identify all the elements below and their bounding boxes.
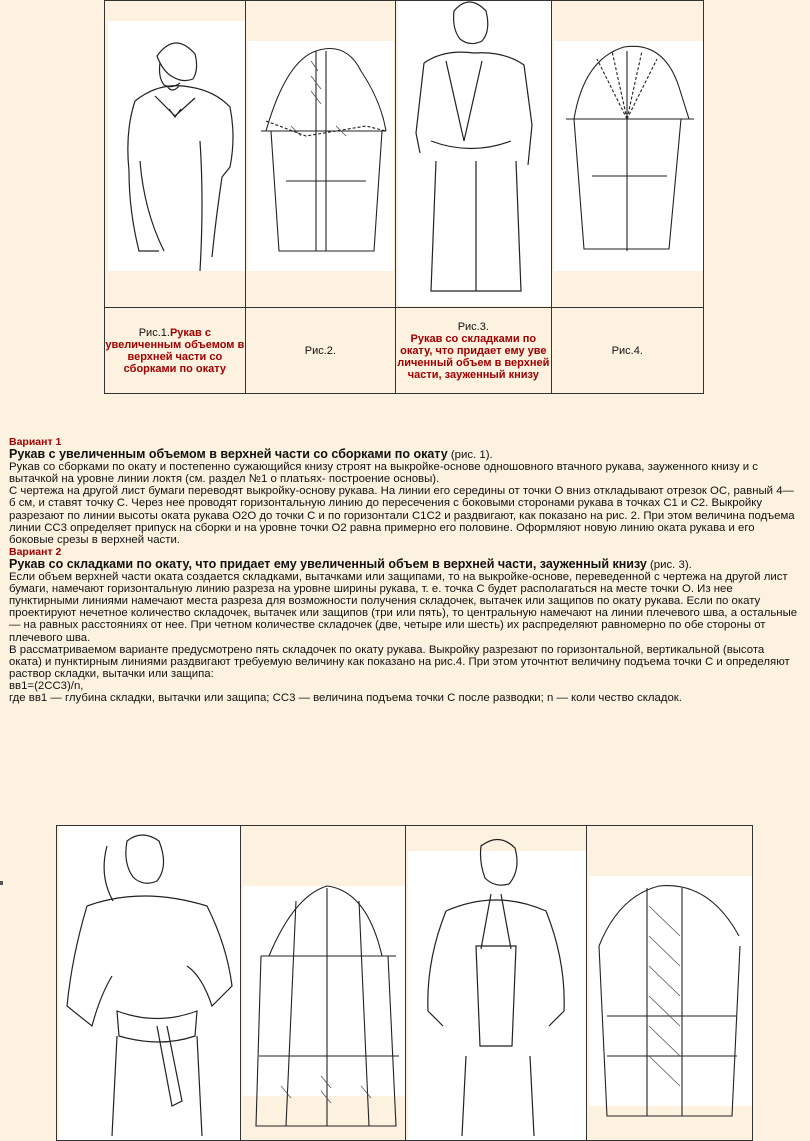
figure-7-cell [406, 826, 587, 1141]
top-figures-table [104, 0, 704, 394]
figure-1-caption-prefix: Рис.1. [138, 326, 170, 339]
sleeve-pattern-icon [246, 1, 396, 308]
bottom-figures-table [56, 825, 753, 1141]
figure-8-cell [587, 826, 753, 1141]
variant-1-title: Рукав с увеличенным объемом в верхней части со сборками по окату [9, 447, 448, 462]
article-text [9, 436, 799, 704]
figure-2-caption [245, 308, 395, 394]
figure-3-caption [396, 308, 552, 394]
variant-2-paragraph: В рассматриваемом варианте предусмотрено пять складочек по окату рукава. Выкройку разрезают по горизонтальной, вертикальной (высота оката) и пунктирным линиями раздвигают требуемую величину как показано на рис.4. При этом уточнтют величину подъема точки С и определяют раствор складки, вытачки или защипа: [9, 643, 790, 680]
side-marker [0, 881, 3, 885]
variant-2-heading [9, 558, 799, 571]
figure-2-caption-prefix: Рис.2. [304, 344, 336, 357]
figure-1-cell [105, 1, 246, 308]
variant-1-heading [9, 448, 799, 461]
figure-5-cell [57, 826, 241, 1141]
figure-4-cell [551, 1, 703, 308]
variant-2-title-suffix: (рис. 3). [646, 558, 692, 571]
figure-1-caption [105, 308, 246, 394]
sketch-woman-wide-sleeve-icon [57, 826, 240, 1141]
sketch-woman-blouse-icon [105, 1, 245, 308]
variant-1-title-suffix: (рис. 1). [447, 449, 493, 462]
sketch-woman-bow-blouse-icon [406, 826, 586, 1141]
variant-2-title: Рукав со складками по окату, что придает ему увеличенный объем в верхней части, зауженный книзу [9, 556, 647, 571]
sleeve-pattern-folds-icon [552, 1, 704, 308]
figure-3-caption-prefix: Рис.3. [457, 320, 489, 333]
figure-3-caption-text: Рукав со складками по окату, что придает ему уве личенный объем в верхней части, зауженный книзу [397, 332, 550, 381]
formula: вв1=(2СС3)/n, [9, 679, 84, 692]
sketch-woman-jacket-icon [396, 1, 551, 308]
variant-2-paragraph: Если объем верхней части оката создается складками, вытачками или защипами, то на выкройке-основе, переведенной с чертежа на другой лист бумаги, намечают горизонтальную линию разреза на уровне ширины рукава, т. е. точка С будет располагаться на месте точки О. Из нее пунктирными линиями намечают места разреза для возможности получения складочек, вытачек или защипов по окату рукава. Если по окату проектируют нечетное количество складочек, вытачек или защипов (три или пять), то центральную намечают на линии плечевого шва, а остальные — на равных расстояниях от нее. При четном количестве складочек (две, четыре или шесть) их распределяют равномерно по обе стороны от плечевого шва. [9, 571, 798, 644]
variant-2-paragraph: где вв1 — глубина складки, вытачки или защипа; СС3 — величина подъема точки С после разводки; n — коли чество складок. [9, 691, 682, 704]
figure-3-cell [396, 1, 552, 308]
figure-2-cell [245, 1, 395, 308]
figure-4-caption-prefix: Рис.4. [611, 344, 643, 357]
figure-4-caption [551, 308, 703, 394]
figure-6-cell [240, 826, 406, 1141]
sleeve-pattern-hatched-icon [587, 826, 752, 1141]
variant-1-label: Вариант 1 [9, 436, 62, 448]
sleeve-pattern-flare-icon [241, 826, 406, 1141]
figure-1-caption-text: Рукав с увеличенным объемом в верхней части со сборками по окату [105, 326, 245, 375]
variant-2-label: Вариант 2 [9, 545, 62, 558]
variant-1-paragraph: Рукав со сборками по окату и постепенно сужающийся книзу строят на выкройке-основе одношовного втачного рукава, зауженного книзу и с вытачкой на уровне линии локтя (см. раздел №1 о платьях- построение основы). [9, 461, 758, 486]
variant-1-paragraph: С чертежа на другой лист бумаги переводят выкройку-основу рукава. На линии его середины от точки О вниз откладывают отрезок ОС, равный 4—б см, и ставят точку С. Через нее проводят горизонтальную линию до пересечения с боковыми сторонами рукава в точках С1 и С2. Выкройку разрезают по линии высоты оката рукава О2О до точки С и по горизонтали С1С2 и раздвигают, как показано на рис. 2. При этом величина подъема линии СС3 определяет припуск на сборки и на уровне точки О2 равна примерно его половине. Оформляют новую линию оката рукава и его боковые срезы в верхней части. [9, 485, 795, 546]
